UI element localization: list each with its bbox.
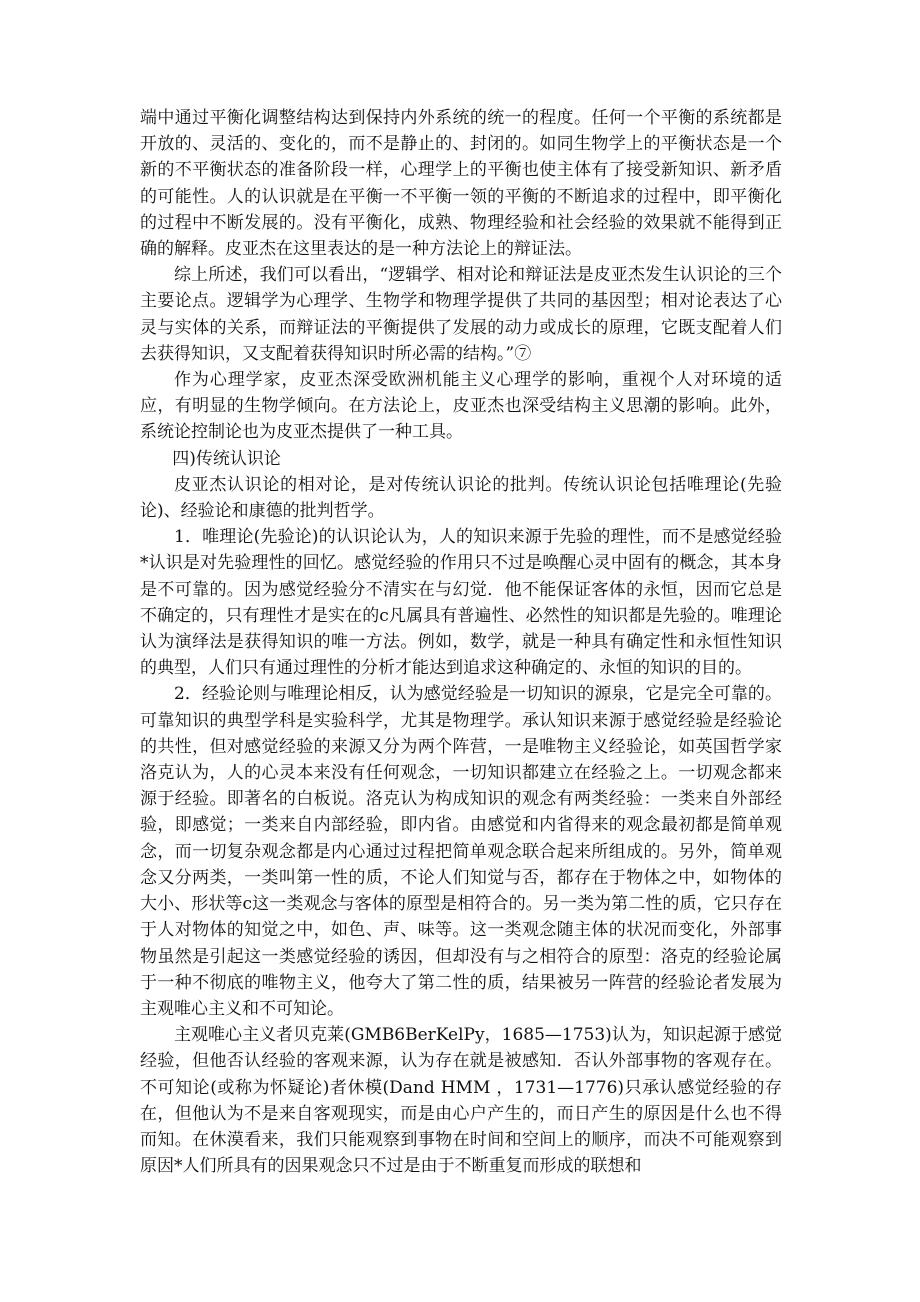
- paragraph-piaget-influences: 作为心理学家，皮亚杰深受欧洲机能主义心理学的影响，重视个人对环境的适应，有明显的生物学倾向。在方法论上，皮亚杰也深受结构主义思潮的影响。此外，系统论控制论也为皮亚杰提供了一种工具。: [140, 370, 782, 443]
- document-page: [140, 105, 782, 1179]
- section-heading-traditional-epistemology: 四)传统认识论: [172, 448, 281, 469]
- paragraph-rationalism: 1．唯理论(先验论)的认识论认为，人的知识来源于先验的理性，而不是感觉经验*认识是对先验理性的回忆。感觉经验的作用只不过是唤醒心灵中固有的概念，其本身是不可靠的。因为感觉经验分不清实在与幻觉．他不能保证客体的永恒，因而它总是不确定的，只有理性才是实在的c凡属具有普遍性、必然性的知识都是先验的。唯理论认为演绎法是获得知识的唯一方法。例如，数学，就是一种具有确定性和永恒性知识的典型，人们只有通过理性的分析才能达到追求这种确定的、永恒的知识的目的。: [140, 527, 782, 679]
- paragraph-summary-quote: 综上所述，我们可以看出，“逻辑学、相对论和辩证法是皮亚杰发生认识论的三个主要论点。逻辑学为心理学、生物学和物理学提供了共同的基因型；相对论表达了心灵与实体的关系，而辩证法的平衡提供了发展的动力或成长的原理，它既支配着人们去获得知识，又支配着获得知识时所必需的结构。”⑦: [140, 265, 782, 364]
- paragraph-traditional-intro: 皮亚杰认识论的相对论，是对传统认识论的批判。传统认识论包括唯理论(先验论)、经验论和康德的批判哲学。: [140, 474, 782, 522]
- paragraph-empiricism: 2．经验论则与唯理论相反，认为感觉经验是一切知识的源泉，它是完全可靠的。可靠知识的典型学科是实验科学，尤其是物理学。承认知识来源于感觉经验是经验论的共性，但对感觉经验的来源又分为两个阵营，一是唯物主义经验论，如英国哲学家洛克认为，人的心灵本来没有任何观念，一切知识都建立在经验之上。一切观念都来源于经验。即著名的白板说。洛克认为构成知识的观念有两类经验：一类来自外部经验，即感觉；一类来自内部经验，即内省。由感觉和内省得来的观念最初都是简单观念，而一切复杂观念都是内心通过过程把简单观念联合起来所组成的。另外，简单观念又分两类，一类叫第一性的质，不论人们知觉与否，都存在于物体之中，如物体的大小、形状等c这一类观念与客体的原型是相符合的。另一类为第二性的质，它只存在于人对物体的知觉之中，如色、声、味等。这一类观念随主体的状况而变化，外部事物虽然是引起这一类感觉经验的诱因，但却没有与之相符合的原型：洛克的经验论属于一种不彻底的唯物主义，他夸大了第二性的质，结果被另一阵营的经验论者发展为主观唯心主义和不可知论。: [140, 684, 782, 1019]
- paragraph-berkeley-hume: 主观唯心主义者贝克莱(GMB6BerKelPy，1685—1753)认为，知识起源于感觉经验，但他否认经验的客观来源，认为存在就是被感知．否认外部事物的客观存在。不可知论(或称为怀疑论)者休模(Dand HMM ，1731—1776)只承认感觉经验的存在，但他认为不是来自客观现实，而是由心户产生的，而日产生的原因是什么也不得而知。在休漠看来，我们只能观察到事物在时间和空间上的顺序，而决不可能观察到原因*人们所具有的因果观念只不过是由于不断重复而形成的联想和: [140, 1025, 782, 1177]
- paragraph-balance-continuation: 端中通过平衡化调整结构达到保持内外系统的统一的程度。任何一个平衡的系统都是开放的、灵活的、变化的，而不是静止的、封闭的。如同生物学上的平衡状态是一个新的不平衡状态的准备阶段一样，心理学上的平衡也使主体有了接受新知识、新矛盾的可能性。人的认识就是在平衡一不平衡一领的平衡的不断追求的过程中，即平衡化的过程中不断发展的。没有平衡化，成熟、物理经验和社会经验的效果就不能得到正确的解释。皮亚杰在这里表达的是一种方法论上的辩证法。: [140, 108, 782, 260]
